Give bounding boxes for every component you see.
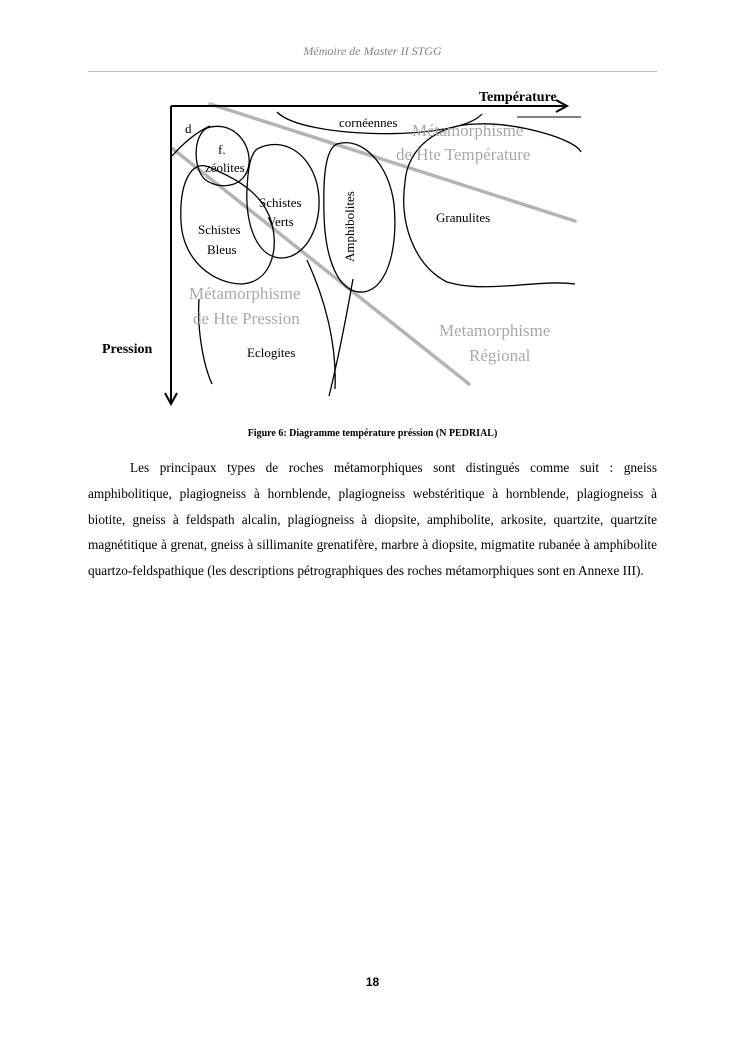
label-hte-pression-line1: Métamorphisme bbox=[189, 284, 301, 303]
label-regional-line1: Metamorphisme bbox=[439, 321, 551, 340]
label-d: d bbox=[185, 121, 192, 136]
label-zeolites-line1: f. bbox=[218, 142, 226, 157]
diagram-svg bbox=[97, 84, 583, 406]
label-granulites: Granulites bbox=[436, 210, 491, 225]
label-schistes-bleus-line2: Bleus bbox=[207, 242, 237, 257]
label-hte-pression-line2: de Hte Pression bbox=[193, 309, 300, 328]
label-hte-temperature-line1: Métamorphisme bbox=[412, 121, 524, 140]
header-rule bbox=[88, 71, 657, 72]
label-schistes-verts-line2: Verts bbox=[267, 214, 294, 229]
label-corneennes: cornéennes bbox=[339, 115, 398, 130]
running-header: Mémoire de Master II STGG bbox=[303, 44, 442, 58]
label-zeolites-line2: zéolites bbox=[205, 160, 245, 175]
label-pressure-axis: Pression bbox=[102, 342, 153, 357]
label-amphibolites: Amphibolites bbox=[342, 191, 357, 262]
label-schistes-verts-line1: Schistes bbox=[259, 195, 302, 210]
figure-caption: Figure 6: Diagramme température préssion (N PEDRIAL) bbox=[247, 428, 498, 439]
label-regional-line2: Régional bbox=[469, 346, 531, 365]
label-eclogites: Eclogites bbox=[247, 345, 296, 360]
body-paragraph: Les principaux types de roches métamorphiques sont distingués comme suit : gneiss amphibolitique, plagiogneiss à hornblende, plagiogneiss webstéritique à hornblende, plagiogneiss à biotite, gneiss à feldspath alcalin, plagiogneiss à diopsite, amphibolite, arkosite, quartzite, quartzite magnétitique à grenat, gneiss à sillimanite grenatifère, marbre à diopsite, migmatite rubanée à amphibolite quartzo-feldspathique (les descriptions pétrographiques des roches métamorphiques sont en Annexe III). bbox=[88, 460, 657, 579]
pressure-temperature-diagram bbox=[97, 84, 583, 406]
label-temperature-axis: Température bbox=[479, 90, 557, 105]
label-hte-temperature-line2: de Hte Température bbox=[396, 145, 531, 164]
page-number: 18 bbox=[365, 975, 380, 989]
label-schistes-bleus-line1: Schistes bbox=[198, 222, 241, 237]
